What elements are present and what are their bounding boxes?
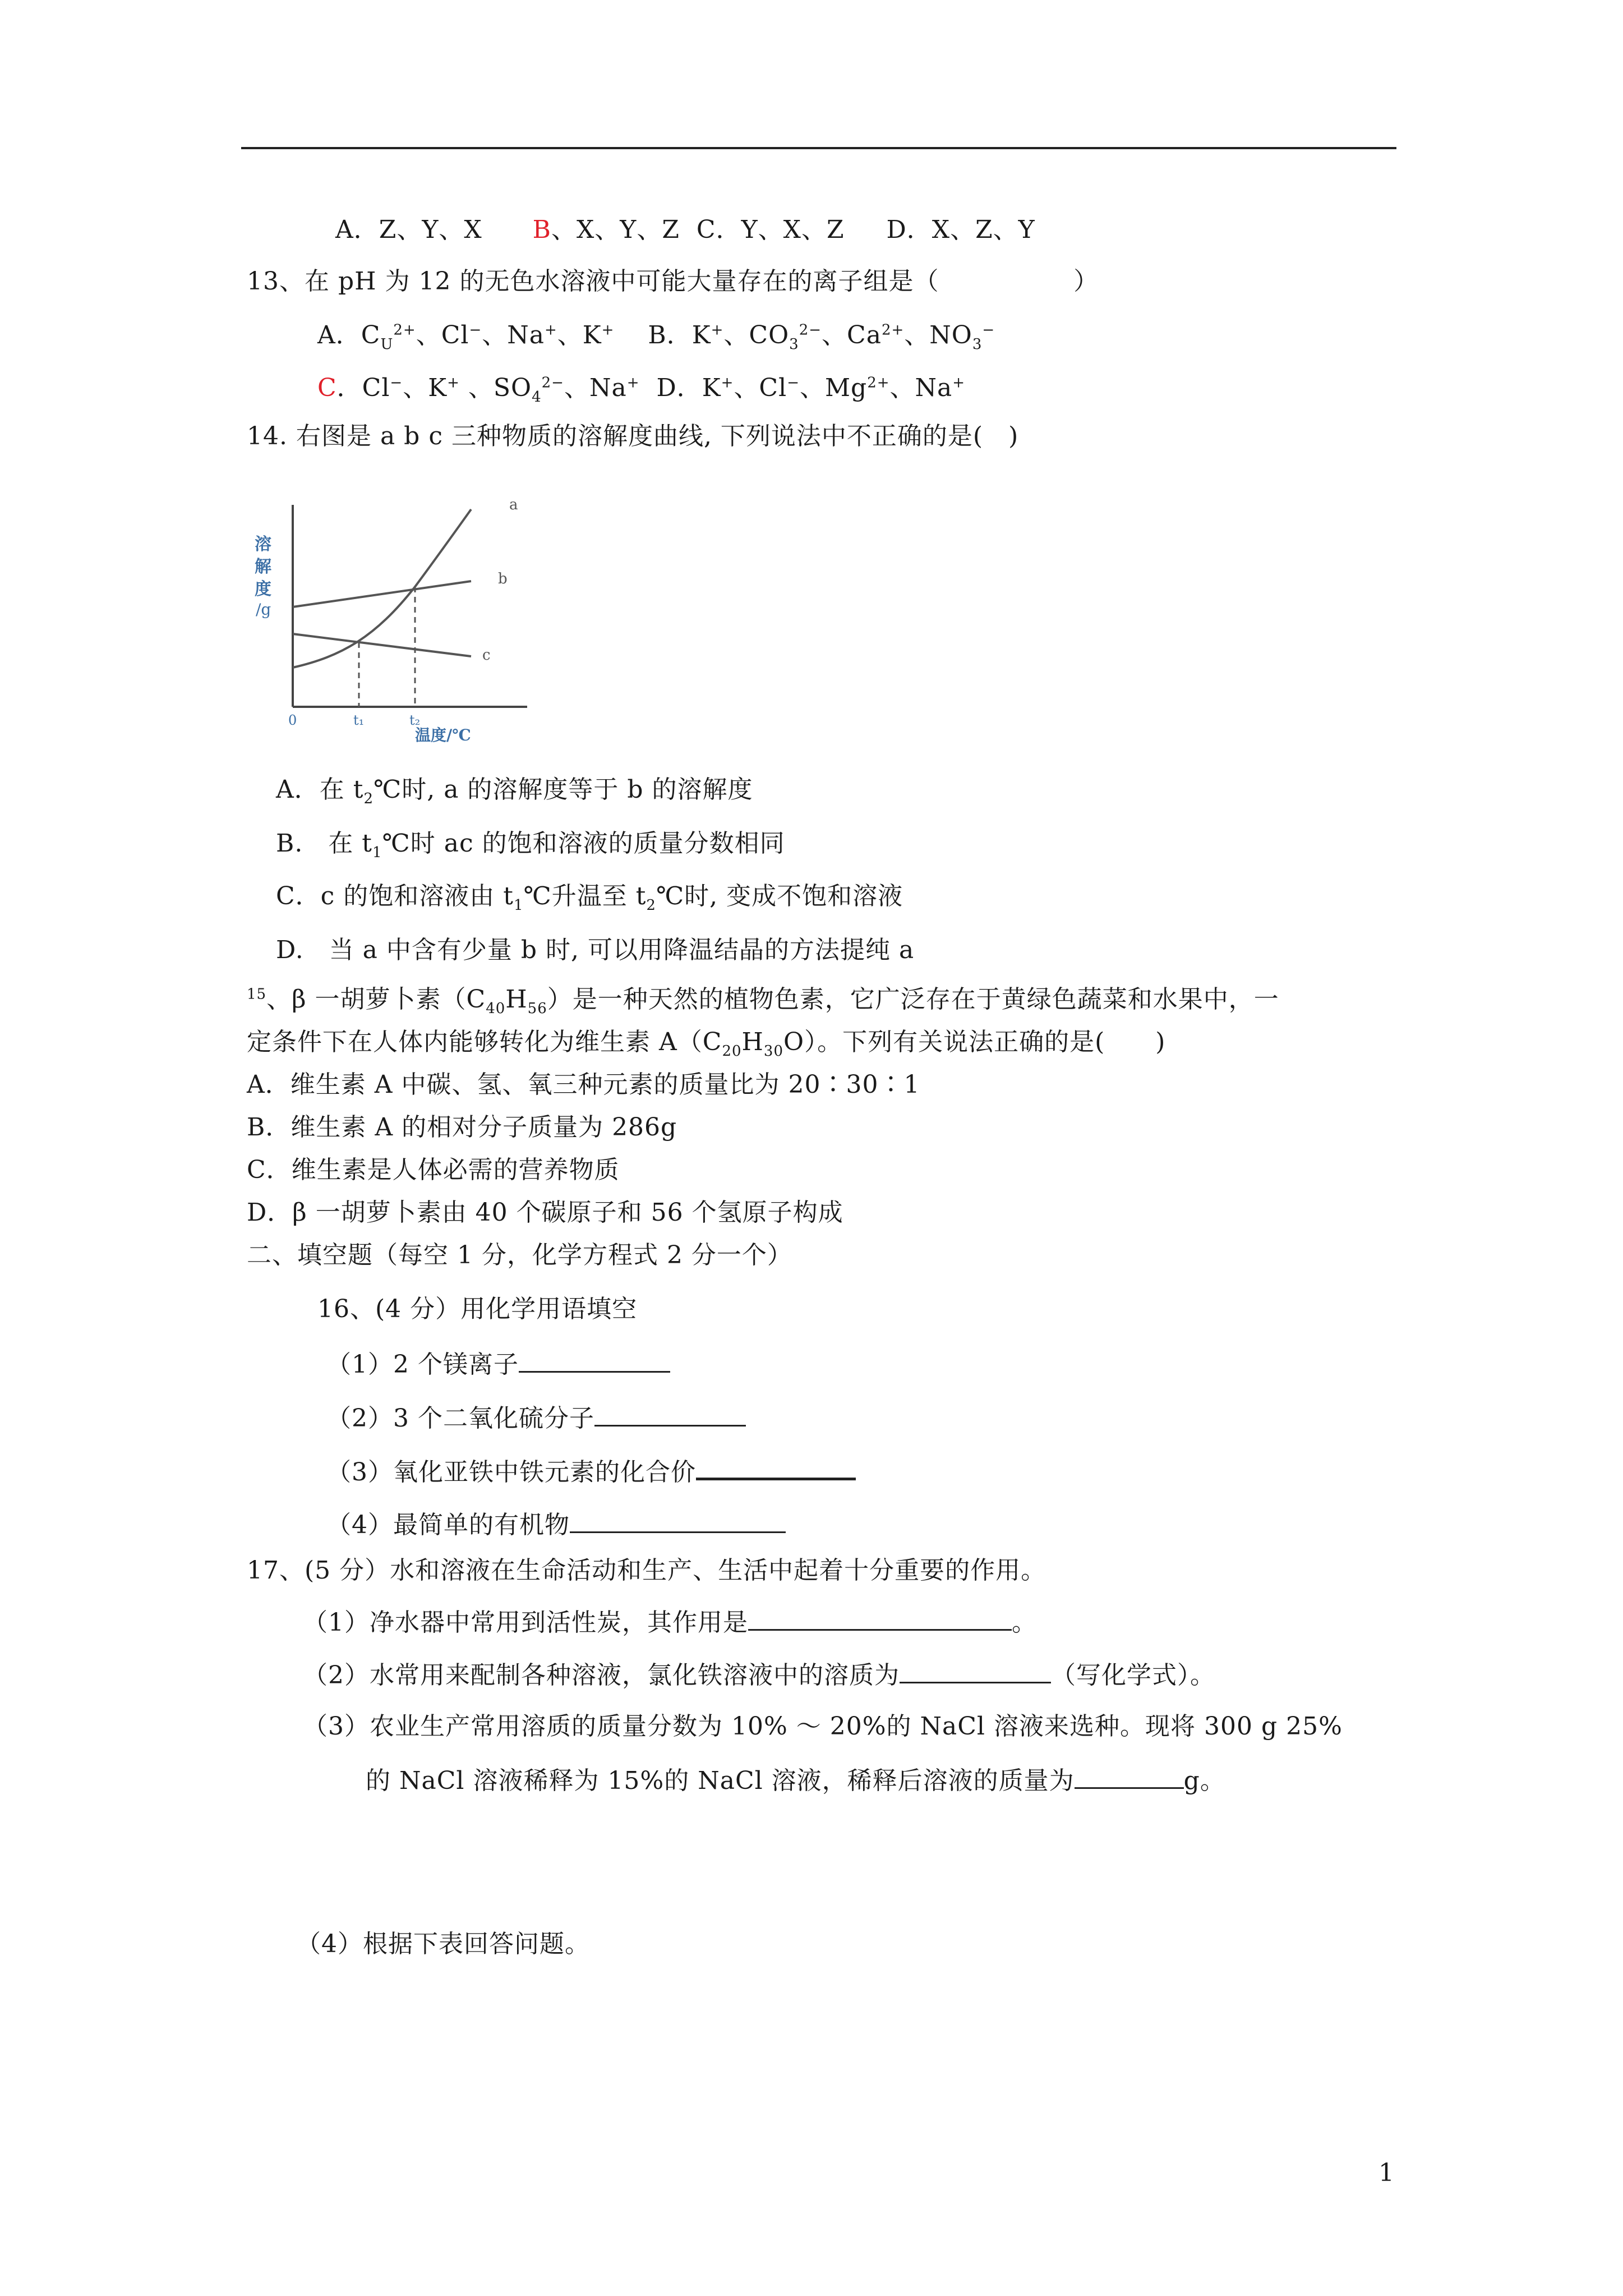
q13-option-c: ．Cl−、K+ 、$SO_4^{2-}$、Na+ — [336, 374, 640, 406]
q14-a-pre: A．在 t — [276, 775, 364, 804]
q16-item-3-blank[interactable] — [696, 1453, 856, 1480]
q16-item-3 — [326, 1453, 856, 1489]
y-axis-label-4: /g — [256, 600, 271, 619]
q16-stem: 16、(4 分）用化学用语填空 — [317, 1295, 638, 1323]
q13-option-a-label: A． — [317, 321, 361, 349]
q14-stem: 14. 右图是 a b c 三种物质的溶解度曲线, 下列说法中不正确的是( ) — [247, 422, 1019, 450]
q15-l1-pre: 、β 一胡萝卜素（C — [266, 985, 486, 1014]
q14-a-post: ℃时, a 的溶解度等于 b 的溶解度 — [374, 775, 753, 804]
q12-option-d: D．X、Z、Y — [886, 215, 1035, 244]
q13-close: ） — [1073, 267, 1099, 296]
curve-c-label: c — [482, 647, 491, 664]
q16-item-1-text: （1）2 个镁离子 — [326, 1350, 519, 1379]
q14-c-post: ℃时, 变成不饱和溶液 — [656, 882, 903, 910]
solubility-curve-figure — [247, 494, 538, 752]
q16-item-2 — [326, 1400, 746, 1435]
q17-item-2-post: （写化学式）。 — [1051, 1661, 1215, 1690]
q14-c-sub2: 2 — [646, 896, 656, 914]
q15-option-d: D．β 一胡萝卜素由 40 个碳原子和 56 个氢原子构成 — [247, 1198, 843, 1227]
q16-item-4-blank[interactable] — [570, 1507, 786, 1533]
x-axis-label: 温度/℃ — [415, 726, 471, 744]
curve-b-label: b — [498, 570, 508, 587]
q17-item-2-text: （2）水常用来配制各种溶液，氯化铁溶液中的溶质为 — [303, 1661, 900, 1690]
q16-item-2-text: （2）3 个二氧化硫分子 — [326, 1404, 594, 1433]
q13-options-cd — [317, 371, 965, 405]
t2-label: t₂ — [409, 712, 421, 728]
q12-option-b: 、X、Y、Z — [551, 215, 680, 244]
q17-item-2 — [303, 1657, 1215, 1692]
curve-a-label: a — [509, 496, 518, 513]
q17-item-4: （4）根据下表回答问题。 — [296, 1930, 590, 1958]
q16-item-1-blank[interactable] — [519, 1346, 670, 1373]
q16-item-3-text: （3）氧化亚铁中铁元素的化合价 — [326, 1458, 696, 1487]
curve-a — [293, 509, 471, 668]
q14-c-sub1: 1 — [513, 896, 524, 914]
q15-line-1 — [247, 983, 1279, 1016]
q15-l2-post: O）。下列有关说法正确的是( ) — [783, 1028, 1166, 1056]
q17-item-1 — [303, 1604, 1037, 1640]
q12-option-b-letter: B — [532, 215, 551, 244]
origin-label: 0 — [288, 712, 297, 728]
q13-option-b-label: B． — [648, 321, 692, 349]
q14-b-pre: B. 在 t — [276, 829, 372, 858]
q17-item-3-text: 的 NaCl 溶液稀释为 15%的 NaCl 溶液，稀释后溶液的质量为 — [366, 1766, 1075, 1795]
q14-c-mid: ℃升温至 t — [523, 882, 647, 910]
q15-l1-sub2: 56 — [527, 1000, 547, 1017]
q13-option-d-label: D． — [656, 374, 702, 402]
t1-label: t₁ — [353, 712, 365, 728]
page-number: 1 — [1378, 2159, 1394, 2187]
q14-option-b — [276, 827, 785, 861]
q16-item-1 — [326, 1346, 670, 1382]
q17-stem: 17、(5 分）水和溶液在生命活动和生产、生活中起着十分重要的作用。 — [247, 1556, 1046, 1585]
q13-stem-line — [247, 265, 1099, 298]
y-axis-label-1: 溶 — [255, 535, 271, 554]
q17-item-3-line-1: （3）农业生产常用溶质的质量分数为 10% ～ 20%的 NaCl 溶液来选种。现将 300 g 25% — [303, 1712, 1343, 1741]
header-rule — [241, 147, 1396, 149]
y-axis-label-2: 解 — [255, 557, 271, 577]
q15-l1-sub1: 40 — [486, 1000, 506, 1017]
q16-item-4 — [326, 1507, 786, 1542]
q17-item-3-blank[interactable] — [1075, 1763, 1184, 1789]
q15-l1-mid: H — [505, 985, 528, 1014]
q14-option-d: D. 当 a 中含有少量 b 时, 可以用降温结晶的方法提纯 a — [276, 936, 915, 964]
q14-a-sub: 2 — [363, 790, 374, 807]
q14-option-a — [276, 773, 753, 807]
q13-option-b: K+、$CO_3^{2-}$、$Ca^{2+}$、$NO_3^-$ — [691, 321, 995, 353]
curve-c — [293, 634, 471, 656]
y-axis-label-3: 度 — [255, 579, 271, 599]
section-2-title: 二、填空题（每空 1 分，化学方程式 2 分一个） — [247, 1241, 792, 1269]
q12-options — [335, 213, 1035, 247]
q15-l2-sub2: 30 — [763, 1042, 783, 1060]
q15-l2-pre: 定条件下在人体内能够转化为维生素 A（C — [247, 1028, 722, 1056]
q17-item-3-line-2 — [366, 1763, 1225, 1798]
q12-option-c: C．Y、X、Z — [696, 215, 845, 244]
q15-option-a: A．维生素 A 中碳、氢、氧三种元素的质量比为 20∶30∶1 — [247, 1070, 920, 1099]
q16-item-2-blank[interactable] — [594, 1400, 746, 1427]
q14-option-c — [276, 880, 903, 913]
q13-options-ab — [317, 319, 995, 352]
q12-option-a: A．Z、Y、X — [335, 215, 482, 244]
q13-option-d: K+、Cl−、$Mg^{2+}$、Na+ — [702, 374, 966, 402]
q15-l1-post: ）是一种天然的植物色素，它广泛存在于黄绿色蔬菜和水果中，一 — [547, 985, 1279, 1014]
curve-b — [293, 581, 471, 607]
q14-b-sub: 1 — [372, 844, 382, 861]
q14-c-pre: C．c 的饱和溶液由 t — [276, 882, 514, 910]
q14-b-post: ℃时 ac 的饱和溶液的质量分数相同 — [382, 829, 785, 858]
q17-item-2-blank[interactable] — [900, 1657, 1051, 1683]
q17-item-1-text: （1）净水器中常用到活性炭，其作用是 — [303, 1608, 748, 1637]
q15-option-c: C．维生素是人体必需的营养物质 — [247, 1156, 620, 1184]
q16-item-4-text: （4）最简单的有机物 — [326, 1511, 570, 1539]
q17-item-1-post: 。 — [1012, 1608, 1037, 1637]
q15-number: 15 — [247, 986, 267, 1003]
q17-item-3-post: g。 — [1183, 1766, 1225, 1795]
q13-option-c-letter: C — [317, 374, 337, 402]
q15-line-2 — [247, 1025, 1165, 1059]
q13-stem: 13、在 pH 为 12 的无色水溶液中可能大量存在的离子组是（ — [247, 267, 939, 296]
q15-l2-mid: H — [741, 1028, 764, 1056]
q15-option-b: B．维生素 A 的相对分子质量为 286g — [247, 1113, 677, 1142]
q17-item-1-blank[interactable] — [748, 1604, 1012, 1631]
q15-l2-sub1: 20 — [722, 1042, 742, 1060]
q13-option-a: $C_U^{2+}$、Cl−、Na+、K+ — [361, 321, 615, 353]
